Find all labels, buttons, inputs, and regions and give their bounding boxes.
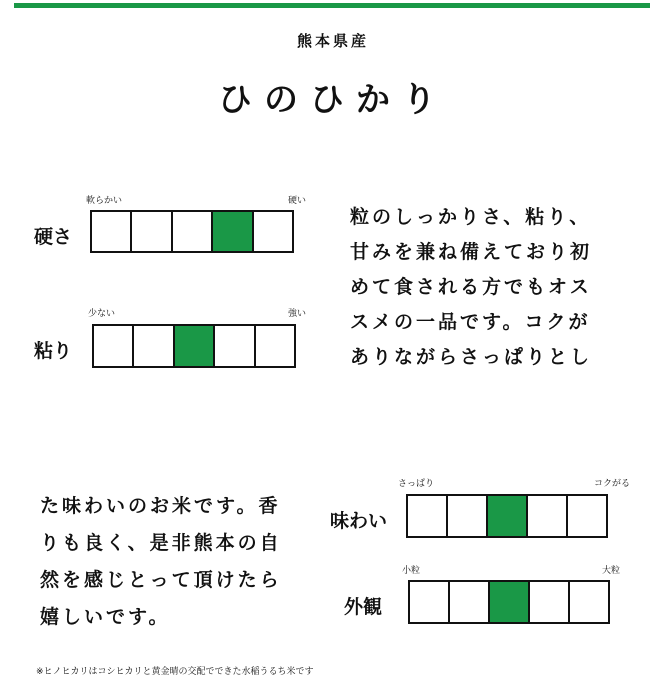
taste-label: 味わい [330, 510, 388, 532]
scale-cell [568, 496, 606, 536]
description-line: 嬉しいです。 [40, 606, 171, 628]
stickiness-high-label: 強い [287, 309, 306, 319]
appearance-low-label: 小粒 [402, 566, 421, 576]
hardness-high-label: 硬い [287, 196, 306, 206]
taste-low-label: さっぱり [398, 479, 435, 489]
description-line: めて食される方でもオス [350, 276, 592, 298]
appearance-high-label: 大粒 [601, 566, 620, 576]
description-upper [350, 200, 592, 375]
description-line: 粒のしっかりさ、粘り、 [350, 206, 592, 228]
product-title: ひのひかり [218, 80, 448, 120]
appearance-scale [408, 580, 610, 624]
scale-cell [173, 212, 213, 251]
scale-cell [408, 496, 448, 536]
description-line: ありながらさっぱりとし [350, 346, 593, 368]
scale-cell [215, 326, 255, 366]
scale-cell [570, 582, 608, 622]
scale-cell [254, 212, 292, 251]
scale-cell [530, 582, 570, 622]
stickiness-scale [92, 324, 296, 368]
stickiness-label: 粘り [34, 340, 73, 362]
scale-cell-selected [488, 496, 528, 536]
scale-cell-selected [213, 212, 253, 251]
scale-cell-selected [490, 582, 530, 622]
hardness-low-label: 軟らかい [86, 196, 123, 206]
taste-scale [406, 494, 608, 538]
description-line: りも良く、是非熊本の自 [40, 532, 282, 554]
description-line: 然を感じとって頂けたら [40, 569, 282, 591]
description-line: スメの一品です。コクが [350, 311, 591, 333]
description-line: た味わいのお米です。香 [40, 495, 281, 517]
scale-cell [132, 212, 172, 251]
origin-label: 熊本県産 [296, 32, 369, 50]
appearance-label: 外観 [344, 596, 383, 618]
footnote: ※ヒノヒカリはコシヒカリと黄金晴の交配でできた水稲うるち米です [36, 667, 314, 677]
scale-cell-selected [175, 326, 215, 366]
taste-high-label: コクがる [593, 479, 630, 489]
hardness-scale [90, 210, 294, 253]
scale-cell [410, 582, 450, 622]
hardness-label: 硬さ [34, 226, 73, 248]
scale-cell [94, 326, 134, 366]
description-line: 甘みを兼ね備えており初 [350, 241, 593, 263]
scale-cell [448, 496, 488, 536]
scale-cell [256, 326, 294, 366]
scale-cell [450, 582, 490, 622]
scale-cell [134, 326, 174, 366]
stickiness-low-label: 少ない [88, 309, 116, 319]
scale-cell [528, 496, 568, 536]
scale-cell [92, 212, 132, 251]
description-lower [40, 488, 282, 636]
top-accent-bar [14, 3, 650, 8]
